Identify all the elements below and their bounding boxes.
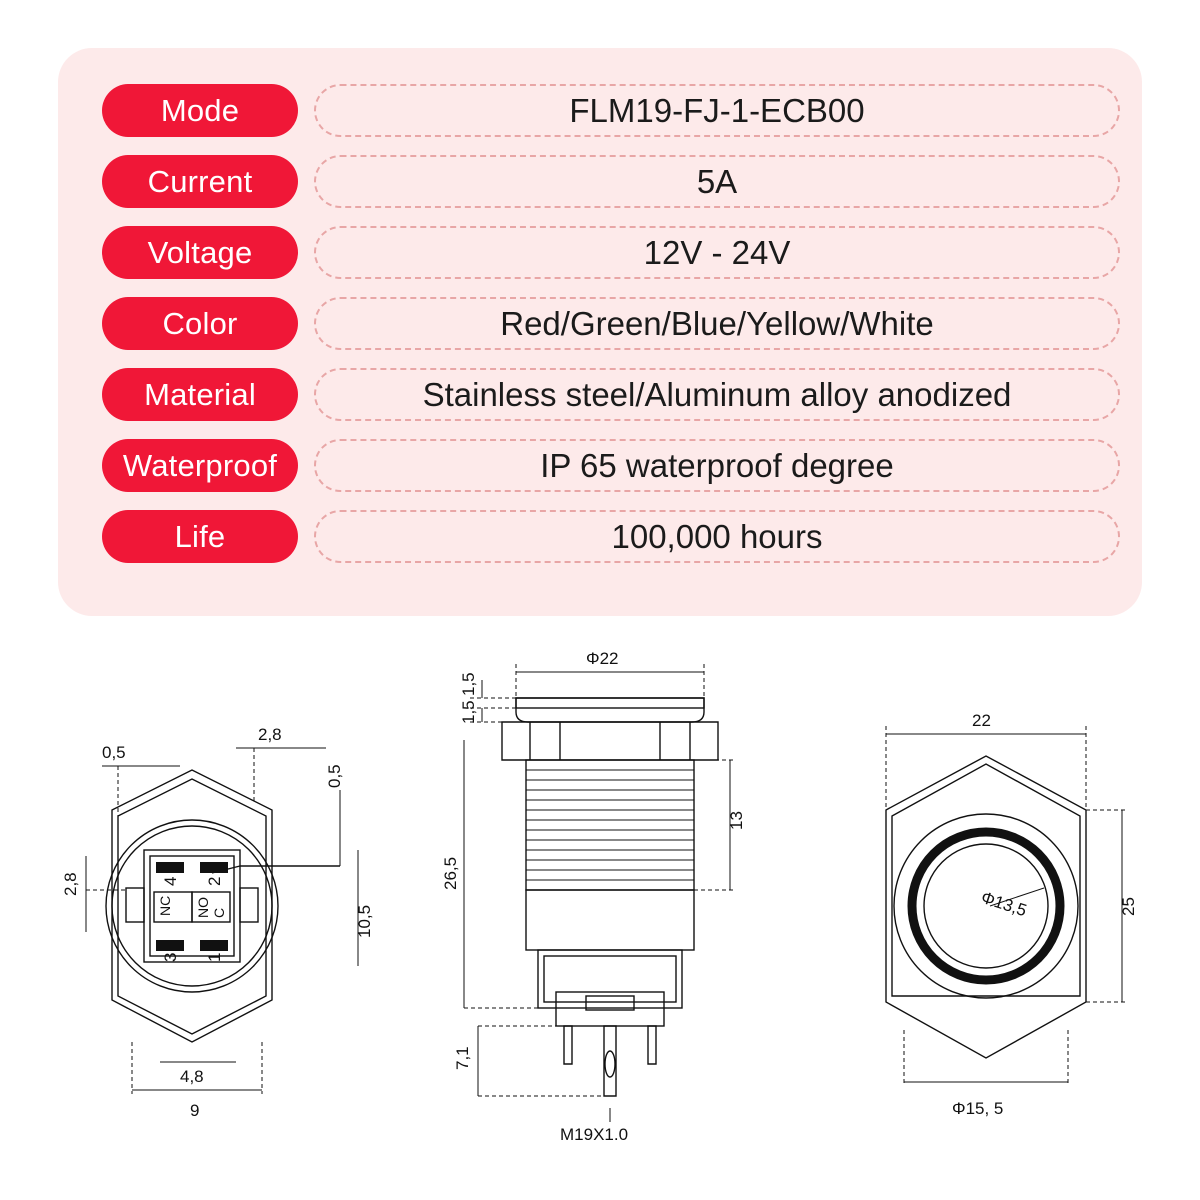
spec-row: [102, 508, 1120, 565]
spec-value-current: 5A: [314, 155, 1120, 208]
dim-side-1-5-a: 1,5: [459, 672, 478, 696]
spec-value-color: Red/Green/Blue/Yellow/White: [314, 297, 1120, 350]
drawing-side-view: [430, 640, 790, 1160]
spec-label-life: Life: [102, 510, 298, 563]
spec-row: [102, 366, 1120, 423]
spec-label-voltage: Voltage: [102, 226, 298, 279]
svg-text:1: 1: [205, 952, 224, 962]
dim-side-phi22: Φ22: [586, 649, 619, 668]
side-view-svg: [430, 640, 790, 1160]
svg-text:2: 2: [205, 876, 224, 886]
dim-front-25: 25: [1119, 897, 1138, 916]
spec-label-mode: Mode: [102, 84, 298, 137]
dim-front-phi13-5: Φ13,5: [978, 887, 1030, 921]
specification-panel: [58, 48, 1142, 616]
dim-front-phi15-5: Φ15, 5: [952, 1099, 1004, 1118]
spec-row: [102, 224, 1120, 281]
dim-bottom-0-5-top: 0,5: [102, 743, 126, 762]
dim-side-thread: M19X1.0: [560, 1125, 629, 1144]
specification-rows: [102, 82, 1120, 565]
dim-bottom-2-8-left: 2,8: [61, 872, 80, 896]
bottom-view-svg: [40, 670, 410, 1130]
dim-front-22: 22: [972, 711, 991, 730]
dim-bottom-4-8: 4,8: [180, 1067, 204, 1086]
front-view-svg: [830, 690, 1170, 1130]
svg-text:4: 4: [161, 876, 180, 886]
dim-bottom-2-8-top: 2,8: [258, 725, 282, 744]
spec-row: [102, 295, 1120, 352]
drawing-front-view: [830, 690, 1170, 1130]
dim-side-26-5: 26,5: [441, 856, 460, 890]
dim-side-1-5-b: 1,5: [459, 700, 478, 724]
svg-text:3: 3: [161, 952, 180, 962]
dim-bottom-0-5-right: 0,5: [325, 764, 344, 788]
drawing-bottom-view: [40, 670, 410, 1130]
spec-label-waterproof: Waterproof: [102, 439, 298, 492]
spec-label-material: Material: [102, 368, 298, 421]
spec-value-voltage: 12V - 24V: [314, 226, 1120, 279]
dim-bottom-9: 9: [190, 1101, 200, 1120]
dim-side-13: 13: [727, 811, 746, 830]
svg-text:C: C: [211, 907, 227, 918]
spec-row: [102, 437, 1120, 494]
dim-side-7-1: 7,1: [453, 1046, 472, 1070]
spec-value-material: Stainless steel/Aluminum alloy anodized: [314, 368, 1120, 421]
spec-value-waterproof: IP 65 waterproof degree: [314, 439, 1120, 492]
spec-label-color: Color: [102, 297, 298, 350]
spec-row: [102, 82, 1120, 139]
dim-bottom-10-5: 10,5: [355, 904, 374, 938]
spec-value-mode: FLM19-FJ-1-ECB00: [314, 84, 1120, 137]
svg-text:NO: NO: [195, 897, 211, 918]
technical-drawings: [0, 630, 1200, 1200]
spec-row: [102, 153, 1120, 210]
spec-label-current: Current: [102, 155, 298, 208]
svg-text:NC: NC: [157, 895, 173, 916]
spec-value-life: 100,000 hours: [314, 510, 1120, 563]
